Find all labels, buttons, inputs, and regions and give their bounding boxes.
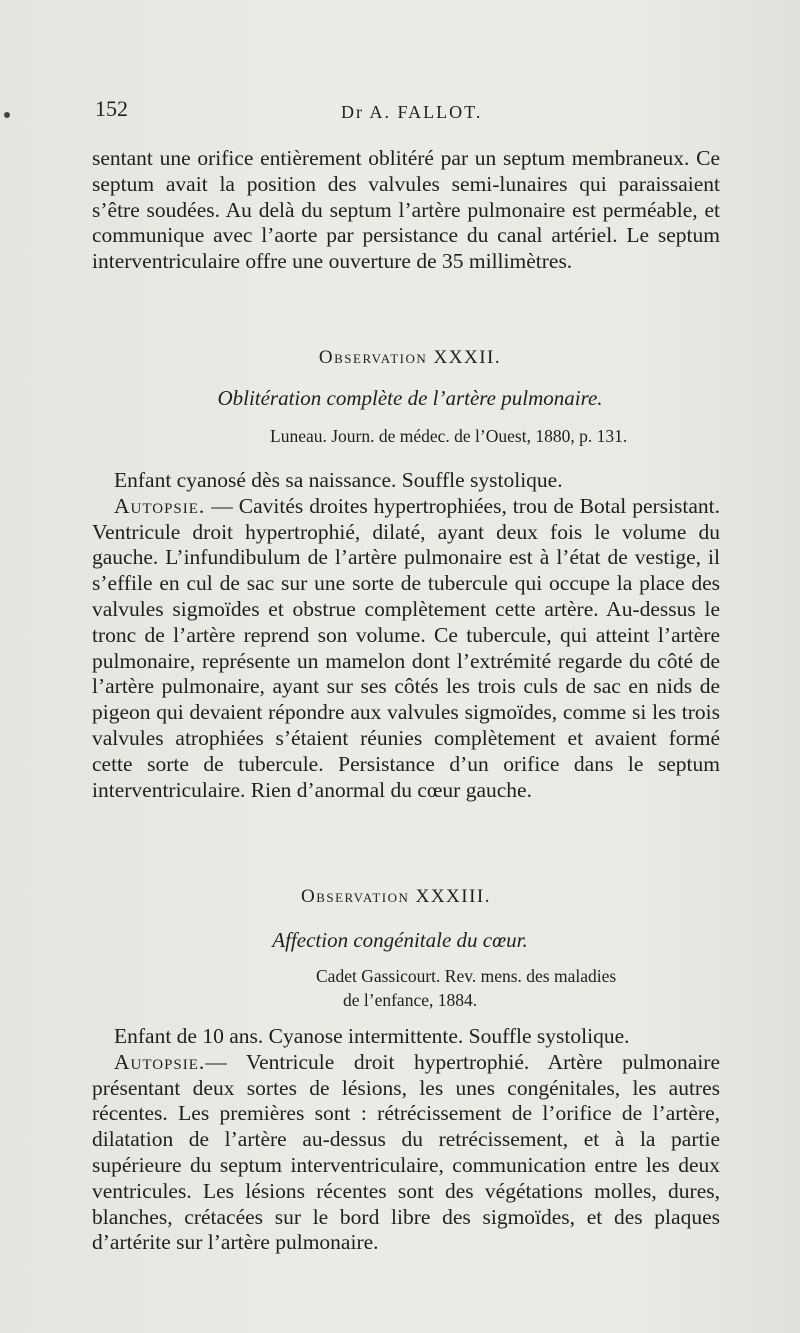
opening-paragraph [92,146,720,275]
autopsie-text: — Ventricule droit hypertrophié. Artère pulmonaire présentant deux sortes de lésions, les unes congénitales, les autres récentes. Les premières sont : rétrécissement de l’orifice de l’artère, dilatation de l’artère au-dessus du retrécissement, et à la partie supérieure du septum interventriculaire, communication entre les deux ventricules. Les lésions récentes sont des végétations molles, dures, blanches, crétacées sur le bord libre des sigmoïdes, et des plaques d’artérite sur l’artère pulmonaire. [92,1049,720,1255]
opening-paragraph-text: sentant une orifice entièrement oblitéré par un septum membraneux. Ce septum avait la position des valvules semi-lunaires qui paraissaient s’être soudées. Au delà du septum l’artère pulmonaire est perméable, et communique avec l’aorte par persistance du canal artériel. Le septum interventriculaire offre une ouverture de 35 millimètres. [92,146,720,274]
autopsie-text: — Cavités droites hypertrophiées, trou de Botal persistant. Ventricule droit hypertrophié, dilaté, ayant deux fois le volume du gauche. L’infundibulum de l’artère pulmonaire est à l’état de vestige, il s’effile en cul de sac sur une sorte de tubercule qui occupe la place des valvules sigmoïdes et obstrue complètement cette artère. Au-dessus le tronc de l’artère reprend son volume. Ce tubercule, qui atteint l’artère pulmonaire, représente un mamelon dont l’extrémité regarde du côté de l’artère pulmonaire, ayant sur ses côtés les trois culs de sac en nids de pigeon qui devaient répondre aux valvules sigmoïdes, comme si les trois valvules atrophiées s’étaient réunies complètement et avaient formé cette sorte de tubercule. Persistance d’un orifice dans le septum interventriculaire. Rien d’anormal du cœur gauche. [92,493,720,802]
observation-32-subtitle: Oblitération complète de l’artère pulmonaire. [217,386,603,410]
observation-32-source: Luneau. Journ. de médec. de l’Ouest, 1880, p. 131. [270,426,628,446]
autopsie-label: Autopsie. [114,493,206,518]
observation-32-body [92,468,720,803]
observation-33-source-line2: de l’enfance, 1884. [343,990,478,1010]
observation-33-subtitle: Affection congénitale du cœur. [272,928,528,952]
running-head [95,96,715,128]
observation-33-autopsie [92,1050,720,1256]
observation-32-para1: Enfant cyanosé dès sa naissance. Souffle systolique. [114,468,563,492]
observation-33-source-line1: Cadet Gassicourt. Rev. mens. des maladies [316,966,617,986]
observation-32-heading: Observation XXXII. [318,347,502,368]
observation-33-para1: Enfant de 10 ans. Cyanose intermittente. Souffle systolique. [114,1024,630,1048]
observation-32-autopsie [92,494,720,804]
observation-33-heading: Observation XXXIII. [300,886,492,907]
running-title: Dr A. FALLOT. [341,102,483,122]
margin-mark [4,112,10,118]
autopsie-label: Autopsie. [114,1049,206,1074]
observation-33-body [92,1024,720,1256]
page-number: 152 [95,96,128,121]
